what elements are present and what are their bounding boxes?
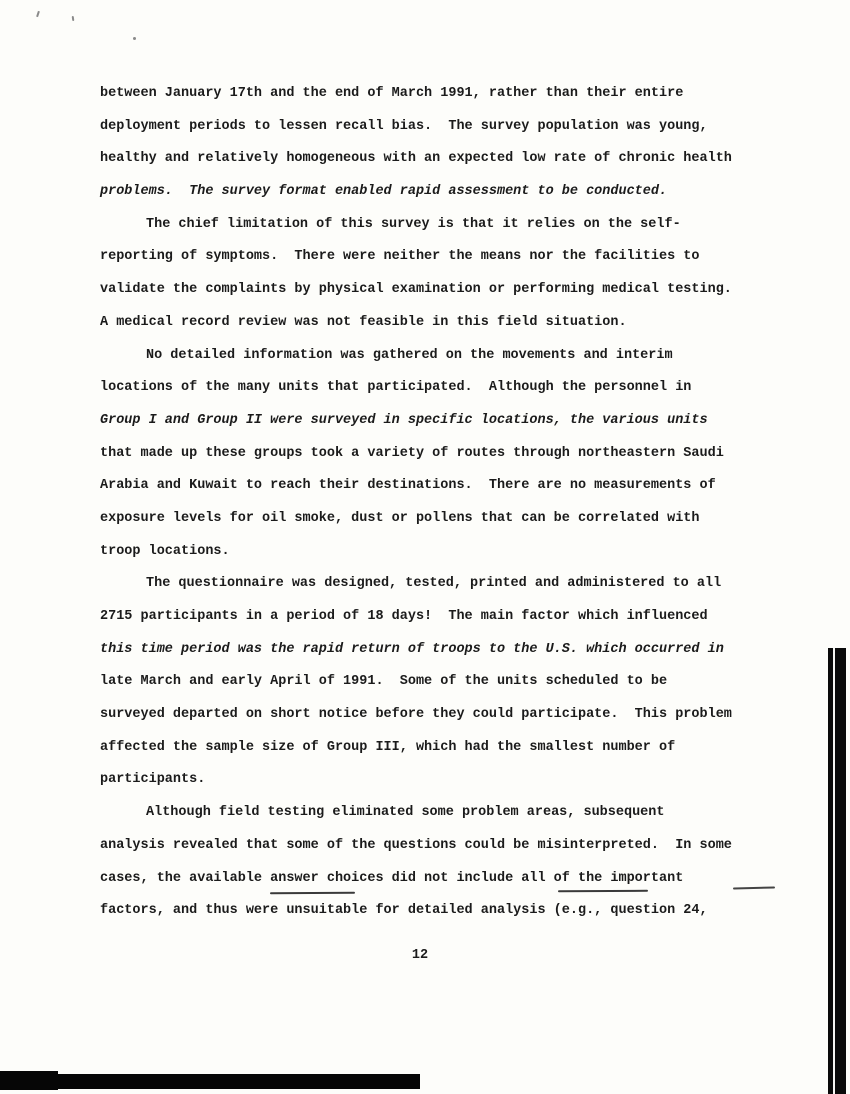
text-line: Although field testing eliminated some problem areas, subsequent — [146, 805, 665, 821]
text-line: The questionnaire was designed, tested, printed and administered to all — [146, 576, 722, 592]
text-line: Arabia and Kuwait to reach their destinations. There are no measurements of — [100, 478, 716, 494]
scan-speck — [133, 37, 136, 40]
text-line: exposure levels for oil smoke, dust or pollens that can be correlated with — [100, 510, 700, 526]
text-line: healthy and relatively homogeneous with an expected low rate of chronic health — [100, 151, 732, 167]
scan-artifact-vertical-bar — [828, 648, 846, 1094]
text-line: analysis revealed that some of the questions could be misinterpreted. In some — [100, 837, 732, 853]
text-line: deployment periods to lessen recall bias. The survey population was young, — [100, 118, 708, 134]
text-line: locations of the many units that participated. Although the personnel in — [100, 380, 692, 396]
text-line: between January 17th and the end of March 1991, rather than their entire — [100, 86, 684, 101]
text-line: factors, and thus were unsuitable for detailed analysis (e.g., question 24, — [100, 903, 708, 919]
text-line: that made up these groups took a variety of routes through northeastern Saudi — [100, 445, 724, 461]
text-line: participants. — [100, 772, 206, 788]
text-line: late March and early April of 1991. Some of the units scheduled to be — [100, 674, 668, 690]
text-line: validate the complaints by physical examination or performing medical testing. — [100, 282, 732, 298]
text-line: cases, the available answer choices did not include all of the important — [100, 870, 684, 886]
scan-speck — [36, 11, 40, 17]
text-line: troop locations. — [100, 543, 230, 559]
text-line: The chief limitation of this survey is that it relies on the self- — [146, 216, 681, 232]
text-line: 2715 participants in a period of 18 days! The main factor which influenced — [100, 609, 708, 624]
text-line: surveyed departed on short notice before they could participate. This problem — [100, 707, 732, 723]
text-line: this time period was the rapid return of troops to the U.S. which occurred in — [100, 641, 724, 657]
document-body-text — [100, 78, 800, 928]
page-number: 12 — [411, 948, 429, 963]
text-line: problems. The survey format enabled rapid assessment to be conducted. — [100, 184, 668, 200]
text-line: A medical record review was not feasible in this field situation. — [100, 314, 627, 330]
scan-speck — [72, 16, 75, 21]
text-line: reporting of symptoms. There were neither the means nor the facilities to — [100, 249, 700, 265]
scan-artifact-bottom-bar — [0, 1074, 420, 1089]
text-line: affected the sample size of Group III, which had the smallest number of — [100, 739, 676, 755]
text-line: Group I and Group II were surveyed in specific locations, the various units — [100, 412, 708, 428]
text-line: No detailed information was gathered on the movements and interim — [146, 347, 673, 363]
